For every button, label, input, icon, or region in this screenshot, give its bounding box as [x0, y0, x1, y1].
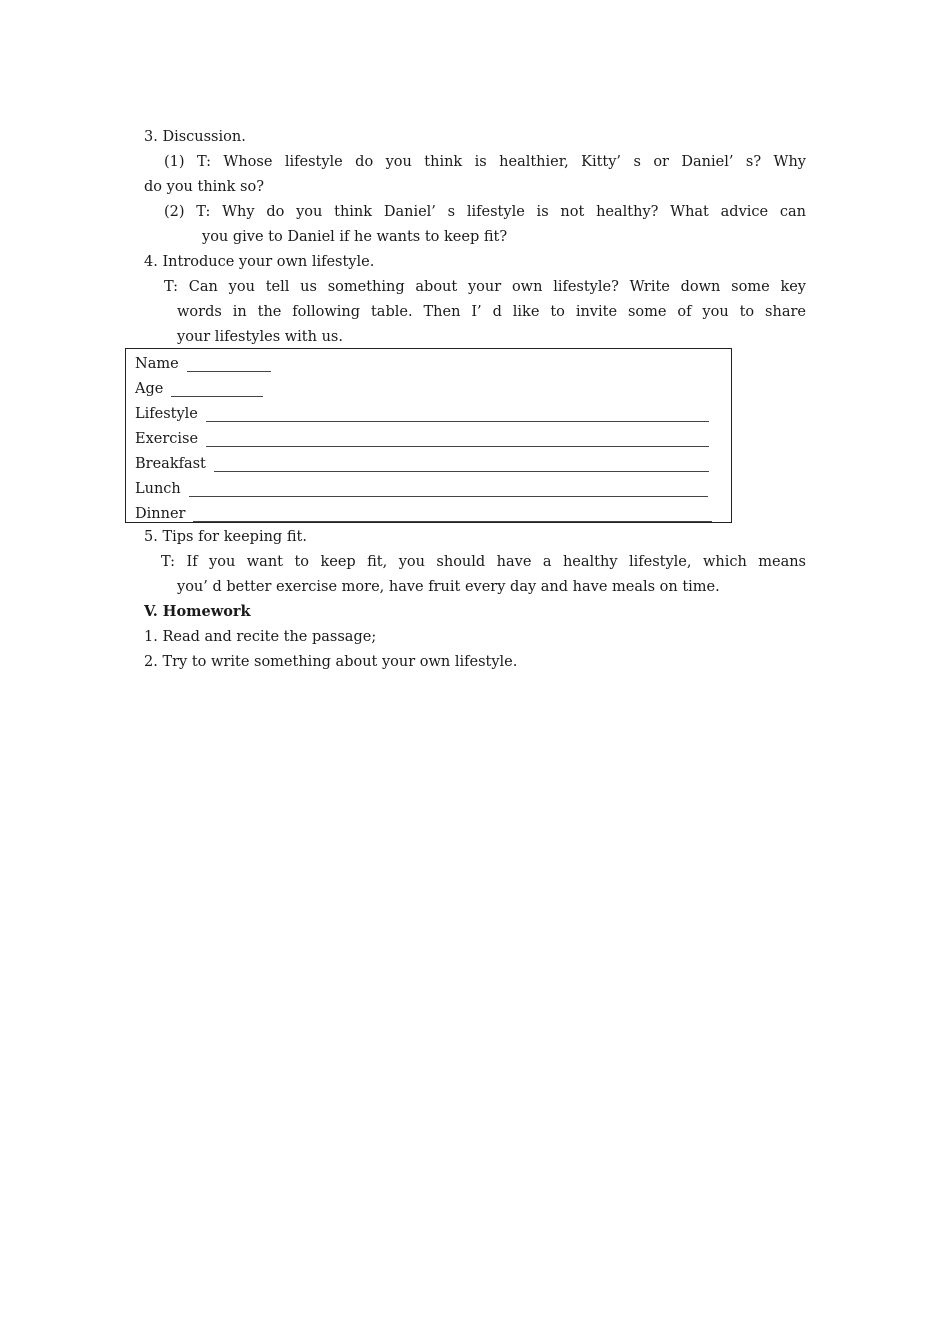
introduce-heading: 4. Introduce your own lifestyle. [144, 254, 375, 270]
table-row-label: Lunch [135, 481, 181, 497]
lunch-blank-line[interactable] [189, 482, 708, 497]
discussion-heading: 3. Discussion. [144, 129, 246, 145]
table-row-label: Age [135, 381, 164, 397]
exercise-blank-line[interactable] [206, 432, 709, 447]
table-row-label: Name [135, 356, 179, 372]
tips-heading: 5. Tips for keeping fit. [144, 529, 307, 545]
introduce-line-3: your lifestyles with us. [177, 329, 343, 345]
table-row-lunch [135, 477, 708, 497]
discussion-question-1-line-1: (1) T: Whose lifestyle do you think is healthier, Kitty’ s or Daniel’ s? Why [164, 154, 806, 170]
table-row-label: Lifestyle [135, 406, 198, 422]
table-row-dinner [135, 502, 712, 522]
introduce-line-2: words in the following table. Then I’ d like to invite some of you to share [177, 304, 806, 320]
table-row-lifestyle [135, 402, 709, 422]
homework-item-1: 1. Read and recite the passage; [144, 629, 377, 645]
tips-line-2: you’ d better exercise more, have fruit every day and have meals on time. [177, 579, 720, 595]
table-row-label: Breakfast [135, 456, 206, 472]
dinner-blank-line[interactable] [193, 507, 712, 522]
table-row-breakfast [135, 452, 709, 472]
lifestyle-blank-line[interactable] [206, 407, 709, 422]
homework-item-2: 2. Try to write something about your own lifestyle. [144, 654, 518, 670]
table-row-exercise [135, 427, 709, 447]
name-blank-line[interactable] [187, 357, 271, 372]
table-row-age [135, 377, 263, 397]
breakfast-blank-line[interactable] [214, 457, 709, 472]
age-blank-line[interactable] [171, 382, 263, 397]
table-row-name [135, 352, 271, 372]
discussion-question-1-line-2: do you think so? [144, 179, 264, 195]
homework-heading: V. Homework [144, 603, 251, 620]
lifestyle-table [125, 348, 732, 523]
discussion-question-2-line-2: you give to Daniel if he wants to keep fit? [202, 229, 508, 245]
table-row-label: Dinner [135, 506, 186, 522]
introduce-line-1: T: Can you tell us something about your own lifestyle? Write down some key [164, 279, 806, 295]
discussion-question-2-line-1: (2) T: Why do you think Daniel’ s lifestyle is not healthy? What advice can [164, 204, 806, 220]
table-row-label: Exercise [135, 431, 199, 447]
tips-line-1: T: If you want to keep fit, you should have a healthy lifestyle, which means [161, 554, 806, 570]
